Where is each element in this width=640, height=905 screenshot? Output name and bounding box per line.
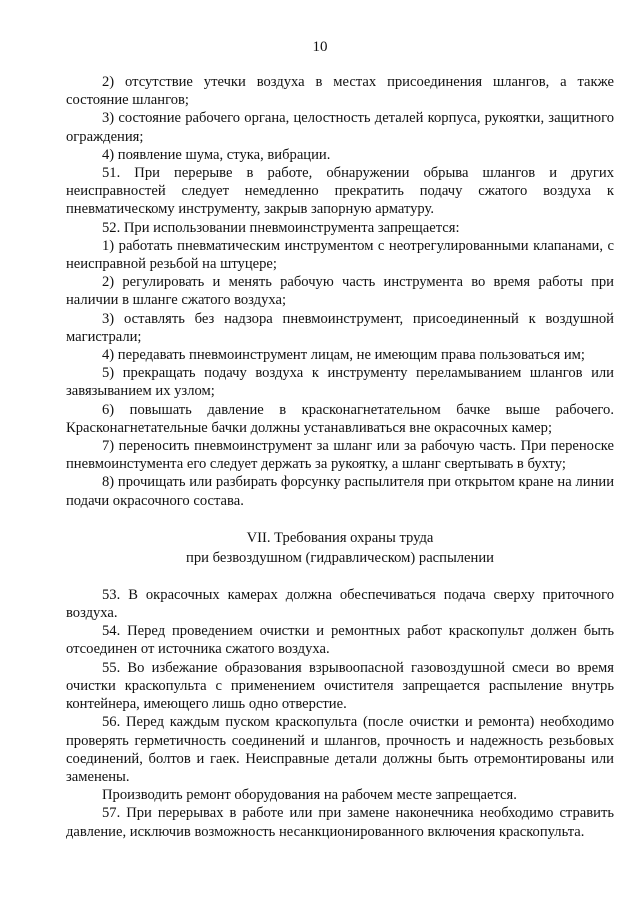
- section-heading-line-2: при безвоздушном (гидравлическом) распылении: [186, 549, 494, 566]
- list-item-3-working-body: 3) состояние рабочего органа, целостность деталей корпуса, рукоятки, защитного ограждения;: [66, 110, 614, 145]
- prohibition-3: 3) оставлять без надзора пневмоинструмент, присоединенный к воздушной магистрали;: [66, 310, 614, 345]
- prohibition-5: 5) прекращать подачу воздуха к инструменту переламыванием шлангов или завязыванием их узлом;: [66, 365, 614, 400]
- clause-52: 52. При использовании пневмоинструмента запрещается:: [102, 219, 460, 236]
- prohibition-7: 7) переносить пневмоинструмент за шланг или за рабочую часть. При переноске пневмоинстумента его следует держать за рукоятку, а шланг свертывать в бухту;: [66, 438, 614, 473]
- prohibition-4: 4) передавать пневмоинструмент лицам, не имеющим права пользоваться им;: [102, 347, 585, 364]
- clause-53: 53. В окрасочных камерах должна обеспечиваться подача сверху приточного воздуха.: [66, 586, 614, 622]
- clause-55: 55. Во избежание образования взрывоопасной газовоздушной смеси во время очистки краскопульта с применением очистителя запрещается распыление внутрь контейнера, имеющего лишь одно отверстие.: [66, 659, 614, 713]
- clause-54: 54. Перед проведением очистки и ремонтных работ краскопульт должен быть отсоединен от источника сжатого воздуха.: [66, 623, 614, 658]
- document-body: [66, 73, 614, 841]
- clause-57: 57. При перерывах в работе или при замене наконечника необходимо стравить давление, исключив возможность несанкционированного включения краскопульта.: [66, 805, 614, 840]
- prohibition-6: 6) повышать давление в красконагнетательном бачке выше рабочего. Красконагнетательные бачки должны устанавливаться вне окрасочных камер;: [66, 401, 614, 436]
- section-heading-line-1: VII. Требования охраны труда: [246, 529, 434, 546]
- list-item-2-air-leak: 2) отсутствие утечки воздуха в местах присоединения шлангов, а также состояние шлангов;: [66, 74, 614, 109]
- prohibition-2: 2) регулировать и менять рабочую часть инструмента во время работы при наличии в шланге сжатого воздуха;: [66, 274, 614, 309]
- page-number: 10: [312, 39, 328, 55]
- prohibition-1: 1) работать пневматическим инструментом с неотрегулированными клапанами, с неисправной резьбой на штуцере;: [66, 237, 614, 273]
- repair-prohibition: Производить ремонт оборудования на рабочем месте запрещается.: [102, 787, 517, 804]
- clause-56: 56. Перед каждым пуском краскопульта (после очистки и ремонта) необходимо проверять герметичность соединений и шлангов, прочность и надежность резьбовых соединений, болтов и гаек. Неисправные детали должны быть отремонтированы или заменены.: [66, 714, 614, 785]
- clause-51: 51. При перерыве в работе, обнаружении обрыва шлангов и других неисправностей следует немедленно прекратить подачу сжатого воздуха к пневматическому инструменту, закрыв запорную арматуру.: [66, 165, 614, 218]
- prohibition-8: 8) прочищать или разбирать форсунку распылителя при открытом кране на линии подачи окрасочного состава.: [66, 474, 614, 509]
- list-item-4-noise: 4) появление шума, стука, вибрации.: [102, 146, 331, 163]
